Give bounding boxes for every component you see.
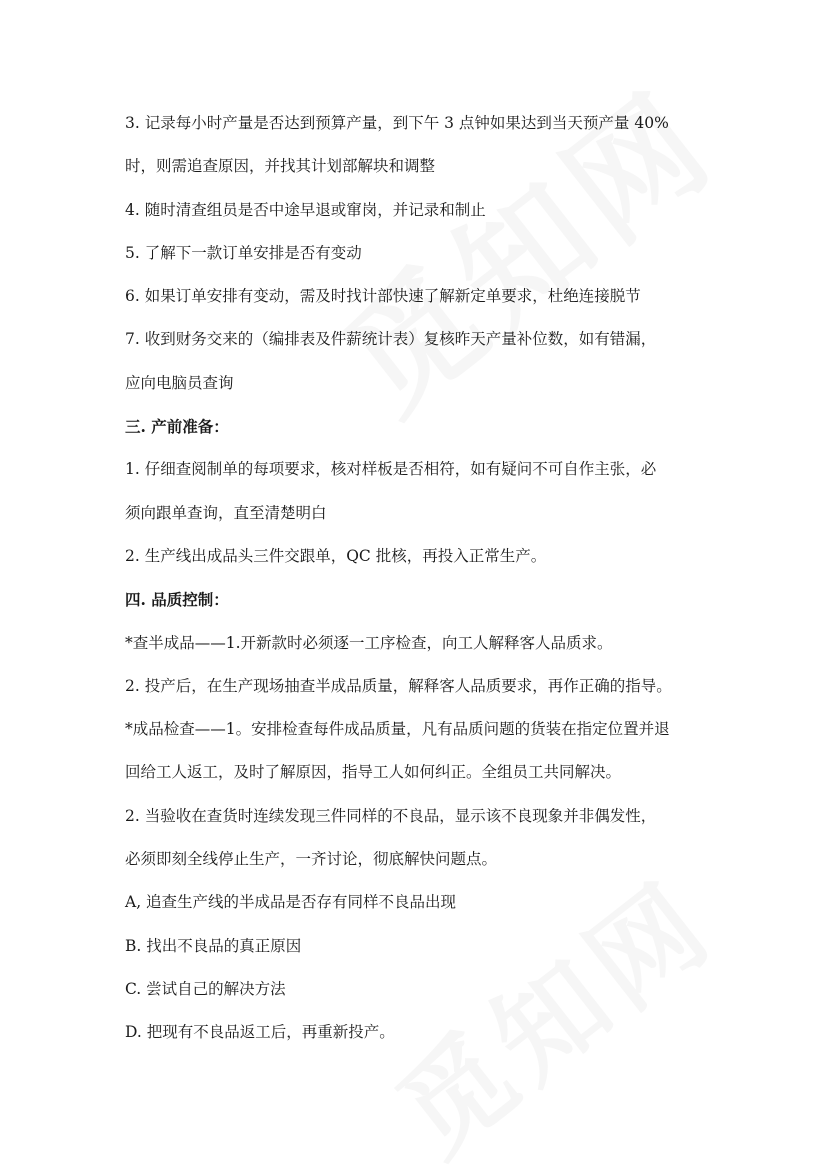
text-line: 2. 投产后，在生产现场抽查半成品质量，解释客人品质要求，再作正确的指导。: [125, 676, 672, 695]
section-heading: 四. 品质控制：: [125, 590, 229, 610]
text-line: 1. 仔细查阅制单的每项要求，核对样板是否相符，如有疑问不可自作主张，必: [125, 460, 657, 479]
text-line: D. 把现有不良品返工后，再重新投产。: [125, 1023, 395, 1042]
text-line: 3. 记录每小时产量是否达到预算产量，到下午 3 点钟如果达到当天预产量 40%: [125, 114, 669, 132]
text-line: 7. 收到财务交来的（编排表及件薪统计表）复核昨天产量补位数，如有错漏，: [125, 330, 657, 349]
text-line: 2. 生产线出成品头三件交跟单，QC 批核，再投入正常生产。: [125, 546, 547, 565]
text-line: 回给工人返工，及时了解原因，指导工人如何纠正。全组员工共同解决。: [125, 763, 622, 782]
text-line: 须向跟单查询，直至清楚明白: [125, 503, 327, 522]
text-line: B. 找出不良品的真正原因: [125, 936, 302, 955]
text-line: 5. 了解下一款订单安排是否有变动: [125, 243, 362, 262]
text-line: 4. 随时清查组员是否中途早退或窜岗，并记录和制止: [125, 200, 486, 219]
text-line: 必须即刻全线停止生产，一齐讨论，彻底解快问题点。: [125, 850, 498, 869]
text-line: C. 尝试自己的解决方法: [125, 979, 286, 998]
text-line: *查半成品——1.开新款时必须逐一工序检查，向工人解释客人品质求。: [125, 633, 613, 652]
text-line: *成品检查——1。安排检查每件成品质量，凡有品质问题的货装在指定位置并退: [125, 720, 670, 739]
section-heading: 三. 产前准备：: [125, 417, 229, 437]
text-line: 时，则需追查原因，并找其计划部解块和调整: [125, 157, 436, 176]
text-line: 应向电脑员查询: [125, 373, 234, 392]
document-body: [125, 102, 715, 1055]
text-line: 6. 如果订单安排有变动，需及时找计部快速了解新定单要求，杜绝连接脱节: [125, 287, 641, 306]
text-line: 2. 当验收在查货时连续发现三件同样的不良品，显示该不良现象并非偶发性，: [125, 806, 657, 825]
text-line: A, 追查生产线的半成品是否存有同样不良品出现: [125, 893, 457, 912]
